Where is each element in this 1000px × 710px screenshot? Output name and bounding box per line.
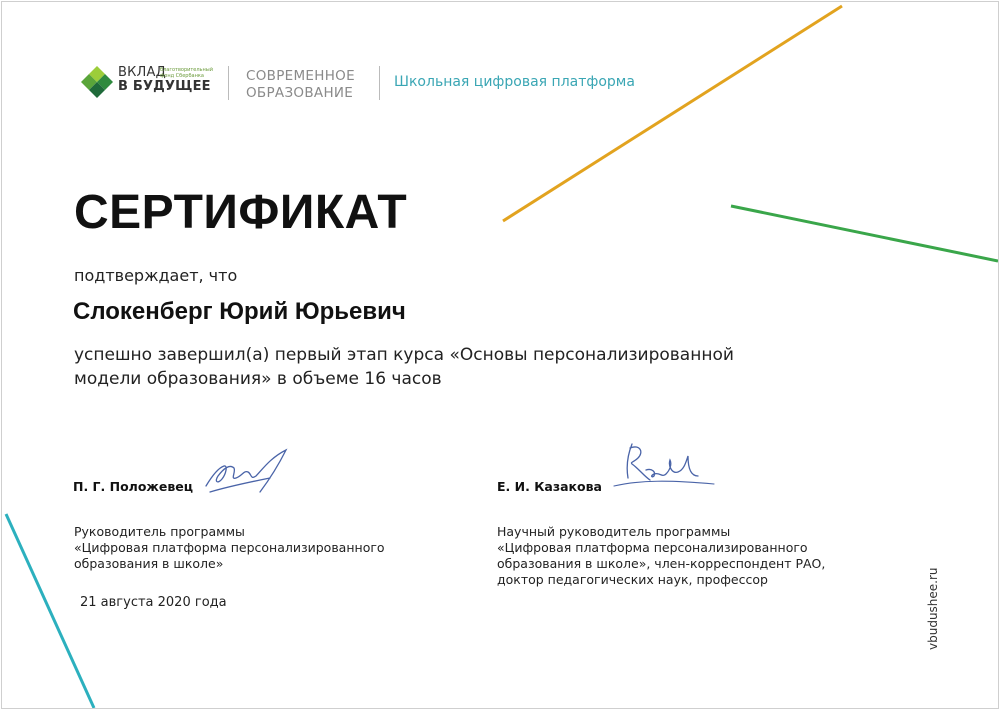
- fund-name-line2: В БУДУЩЕЕ: [118, 79, 211, 94]
- issue-date: 21 августа 2020 года: [80, 595, 227, 610]
- modern-education-logo: СОВРЕМЕННОЕ ОБРАЗОВАНИЕ: [246, 68, 355, 101]
- green-accent-line: [731, 206, 998, 261]
- certificate-title: СЕРТИФИКАТ: [74, 186, 408, 239]
- orange-accent-line: [503, 6, 842, 221]
- fund-subtitle: благотворительный фонд Сбербанка: [160, 67, 213, 79]
- completion-text: успешно завершил(а) первый этап курса «Основы персонализированной модели образования» в объеме 16 часов: [74, 345, 734, 389]
- header-divider: [228, 66, 229, 100]
- signatory-name: П. Г. Положевец: [73, 479, 193, 494]
- signature-icon: [200, 446, 300, 506]
- signatory-role: Руководитель программы «Цифровая платформа персонализированного образования в школе»: [74, 524, 385, 571]
- website-url: vbudushee.ru: [926, 567, 940, 650]
- fund-name-line1: ВКЛАД: [118, 65, 166, 80]
- platform-name: Школьная цифровая платформа: [394, 74, 635, 90]
- certificate-page: [1, 1, 999, 709]
- header-divider: [379, 66, 380, 100]
- signature-icon: [610, 440, 720, 506]
- signatory-name: Е. И. Казакова: [497, 479, 602, 494]
- fund-logo-icon: [80, 65, 114, 99]
- confirms-text: подтверждает, что: [74, 266, 238, 285]
- recipient-name: Слокенберг Юрий Юрьевич: [73, 298, 406, 325]
- signatory-role: Научный руководитель программы «Цифровая платформа персонализированного образования в школе», член-корреспондент РАО, доктор педагогических наук, профессор: [497, 524, 826, 587]
